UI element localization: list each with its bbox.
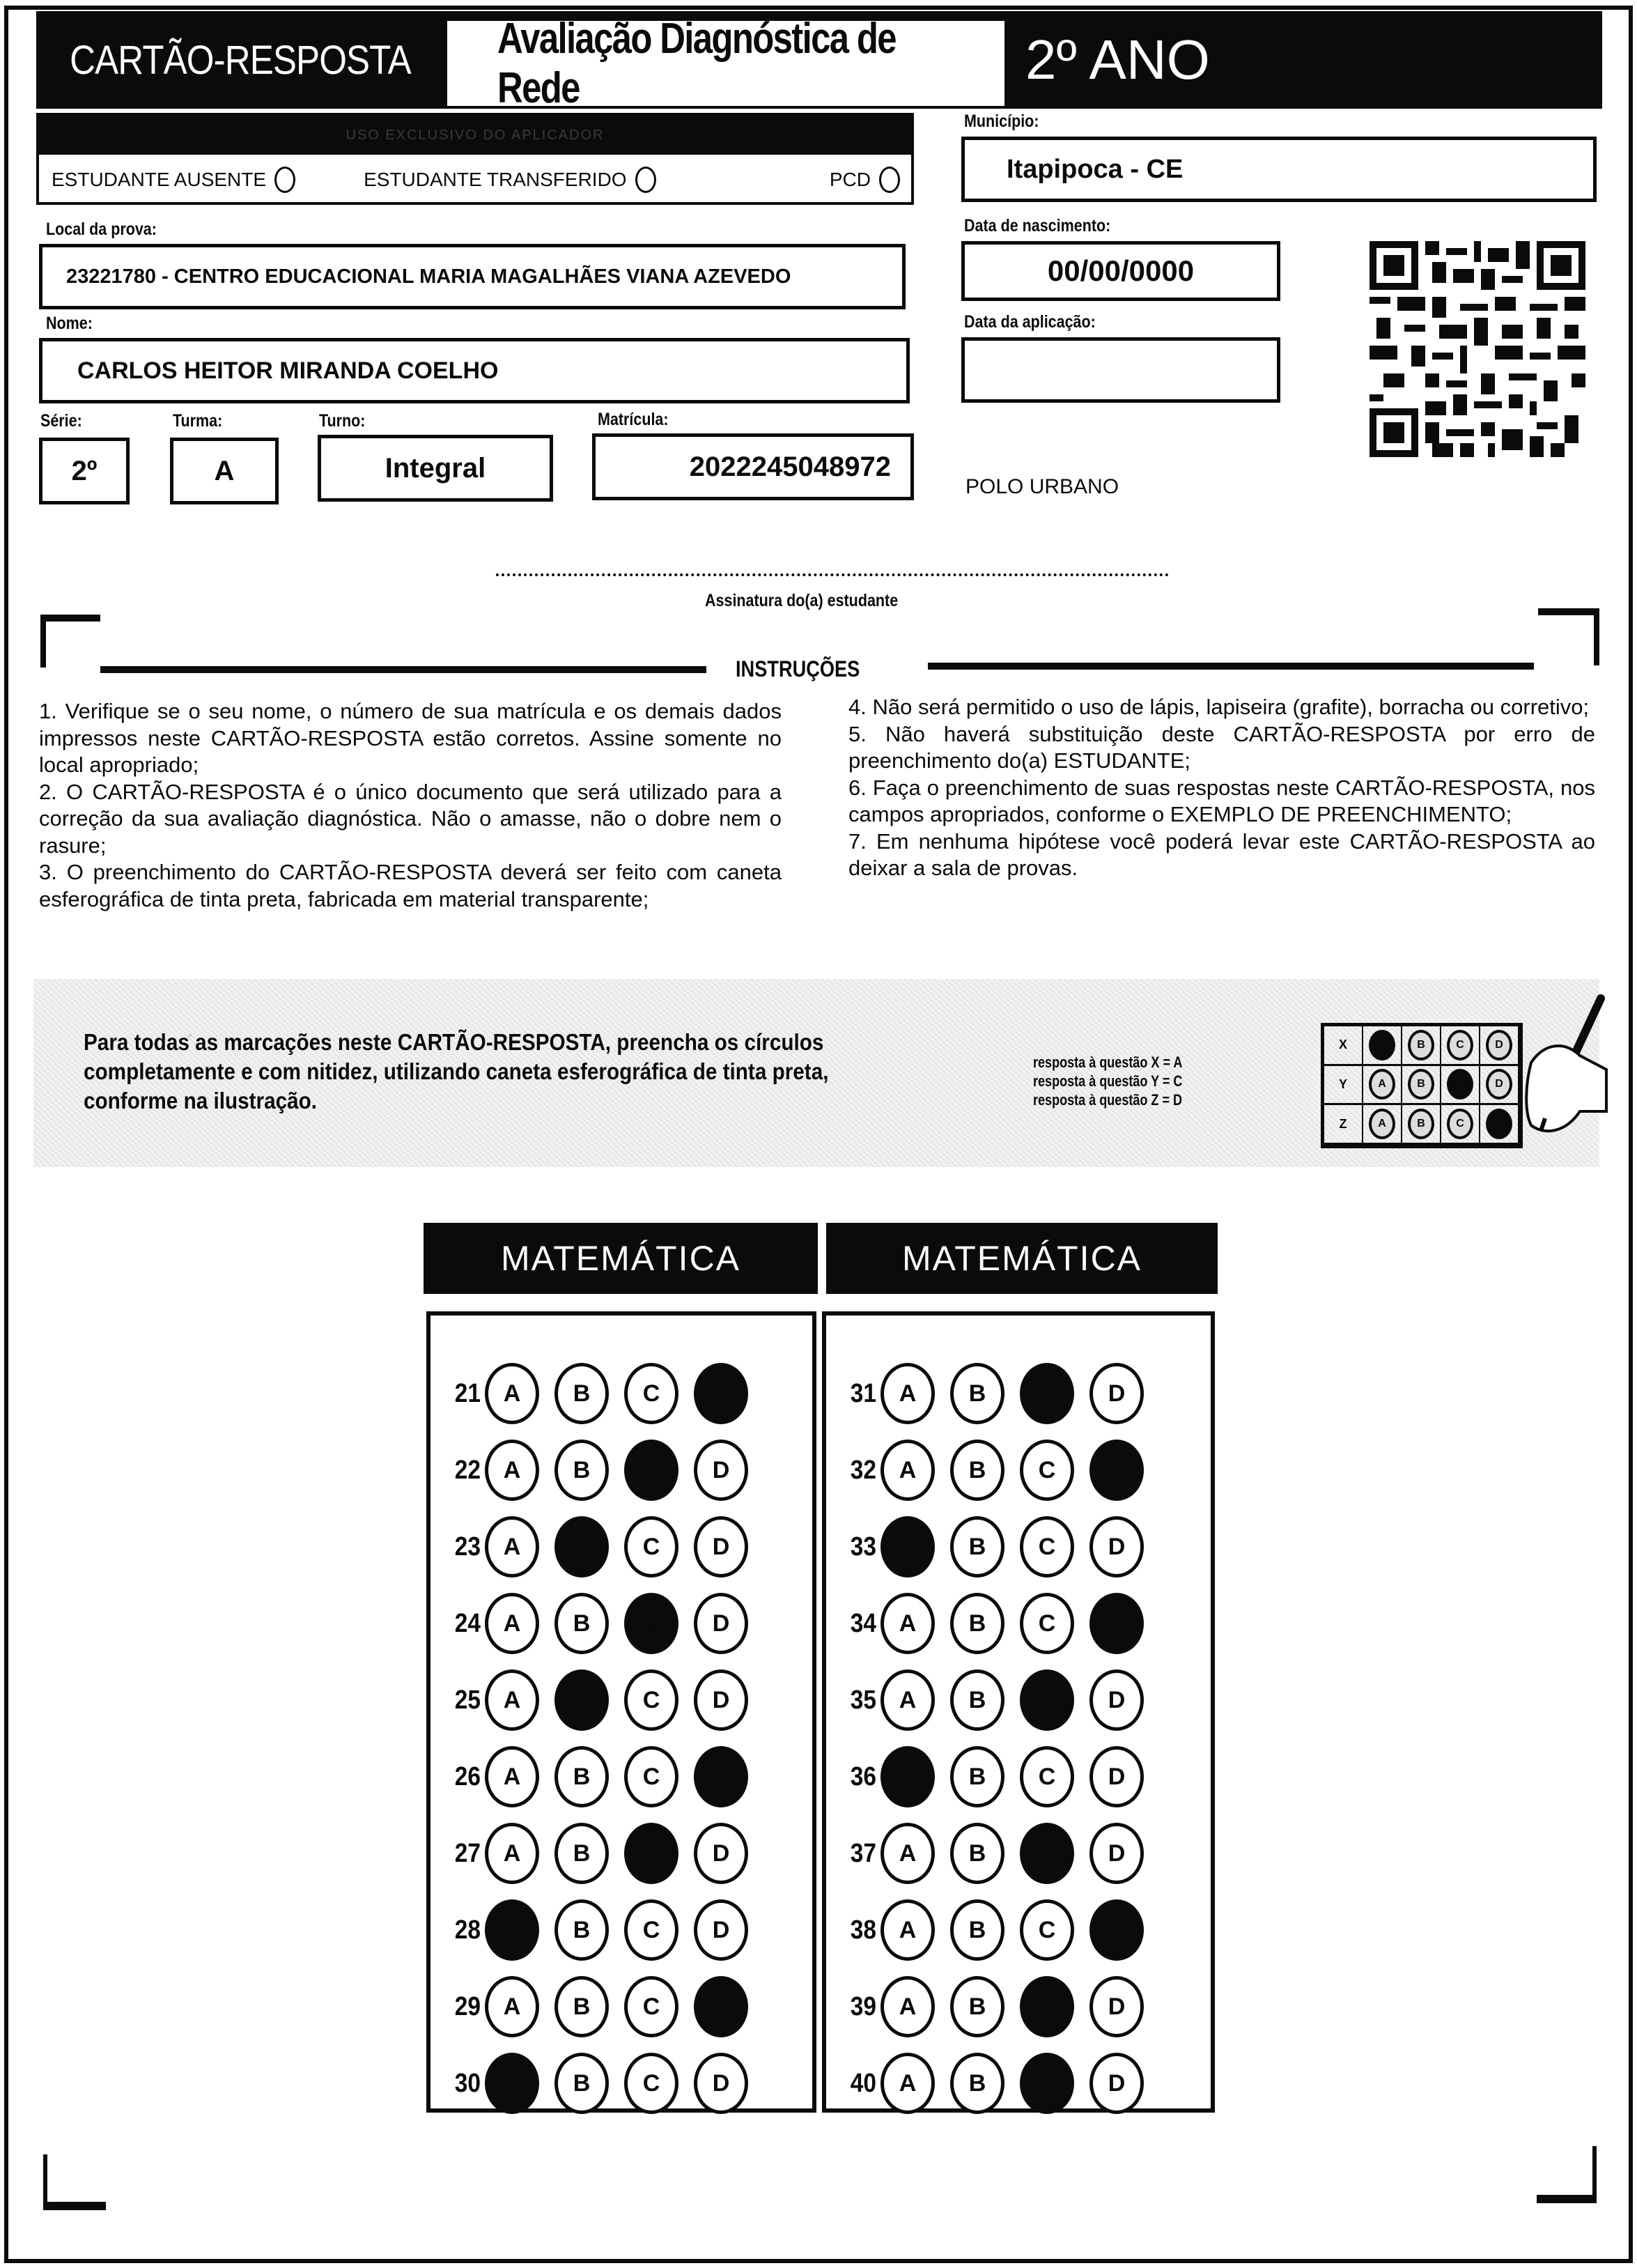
question-row [836, 1899, 1159, 1961]
question-number: 34 [850, 1608, 876, 1638]
answer-bubble[interactable]: B [950, 1516, 1004, 1577]
pcd-radio[interactable] [879, 167, 900, 193]
answer-bubble-filled[interactable]: A [485, 1899, 539, 1961]
fill-example-text: Para todas as marcações neste CARTÃO-RESPOSTA, preencha os círculos completamente e com nitidez, utilizando caneta esferográfica de tinta preta, conforme na ilustração. [84, 1029, 829, 1113]
answer-bubble-filled[interactable]: C [624, 1440, 678, 1501]
matricula-label: Matrícula: [598, 410, 669, 429]
instructions-right [848, 694, 1595, 882]
question-row [440, 1363, 763, 1424]
example-bubble: C [1447, 1030, 1473, 1060]
answer-bubble[interactable]: B [950, 1746, 1004, 1807]
legend-line-y: resposta à questão Y = C [1033, 1072, 1183, 1090]
answer-bubble[interactable]: B [554, 1440, 609, 1501]
question-number: 35 [850, 1685, 876, 1715]
question-number: 24 [454, 1608, 481, 1638]
example-q-z: Z [1324, 1105, 1363, 1145]
question-row [836, 1976, 1159, 2037]
answer-bubble[interactable]: D [694, 1440, 748, 1501]
question-number: 26 [454, 1761, 481, 1791]
header-bar [36, 11, 1602, 112]
polo-label: POLO URBANO [965, 475, 1119, 498]
instruction-7: 7. Em nenhuma hipótese você poderá levar este CARTÃO-RESPOSTA ao deixar a sala de provas. [848, 828, 1595, 880]
example-bubble: B [1408, 1109, 1434, 1139]
answer-bubble[interactable]: A [485, 1823, 539, 1884]
answer-bubble[interactable]: A [880, 1440, 935, 1501]
municipio-field [961, 137, 1597, 202]
answer-bubble[interactable]: C [1020, 1899, 1074, 1961]
answer-bubble-filled[interactable]: C [1020, 2053, 1074, 2114]
instruction-5: 5. Não haverá substituição deste CARTÃO-RESPOSTA por erro de preenchimento do(a) ESTUDANTE; [848, 721, 1595, 773]
answer-bubble[interactable]: C [624, 2053, 678, 2114]
answer-bubble[interactable]: D [694, 1516, 748, 1577]
answer-panel-right [822, 1311, 1215, 2113]
answer-bubble[interactable]: A [880, 1669, 935, 1731]
question-number: 31 [850, 1378, 876, 1408]
answer-bubble[interactable]: A [485, 1516, 539, 1577]
answer-bubble[interactable]: C [1020, 1516, 1074, 1577]
corner-marker-tr [1538, 608, 1599, 615]
option-transferred-label: ESTUDANTE TRANSFERIDO [364, 169, 627, 190]
answer-bubble-filled[interactable]: C [1020, 1823, 1074, 1884]
question-number: 23 [454, 1532, 481, 1561]
answer-bubble[interactable]: B [950, 2053, 1004, 2114]
transferred-radio[interactable] [635, 167, 656, 193]
municipio-label: Município: [964, 111, 1039, 131]
answer-bubble[interactable]: A [880, 1823, 935, 1884]
answer-bubble[interactable]: D [1089, 1976, 1144, 2037]
exam-title: Avaliação Diagnóstica de Rede [497, 15, 896, 112]
name-value: CARLOS HEITOR MIRANDA COELHO [77, 357, 499, 384]
example-bubble-filled: C [1447, 1069, 1473, 1100]
qr-code-icon [1370, 241, 1585, 457]
answer-bubble[interactable]: B [554, 1899, 609, 1961]
subject-header-left: MATEMÁTICA [424, 1223, 818, 1294]
answer-bubble[interactable]: C [1020, 1593, 1074, 1654]
example-bubble: D [1486, 1030, 1512, 1060]
serie-label: Série: [40, 411, 82, 431]
question-number: 29 [454, 1991, 481, 2021]
answer-bubble[interactable]: C [624, 1363, 678, 1424]
answer-bubble[interactable]: B [554, 1593, 609, 1654]
application-date-field[interactable] [961, 337, 1280, 403]
answer-bubble[interactable]: B [950, 1440, 1004, 1501]
question-row [440, 2053, 763, 2114]
answer-bubble[interactable]: C [1020, 1746, 1074, 1807]
absent-radio[interactable] [274, 167, 295, 193]
answer-bubble[interactable]: B [554, 1976, 609, 2037]
turma-field [170, 438, 279, 504]
answer-bubble[interactable]: D [694, 2053, 748, 2114]
answer-bubble[interactable]: D [1089, 1363, 1144, 1424]
example-bubble: D [1486, 1069, 1512, 1100]
option-pcd-label: PCD [829, 169, 871, 190]
birth-date-value: 00/00/0000 [1047, 254, 1195, 287]
answer-bubble[interactable]: D [1089, 2053, 1144, 2114]
answer-bubble[interactable]: D [694, 1899, 748, 1961]
answer-bubble[interactable]: D [1089, 1516, 1144, 1577]
answer-bubble[interactable]: A [485, 1363, 539, 1424]
question-row [836, 1593, 1159, 1654]
question-row [440, 1976, 763, 2037]
question-number: 27 [454, 1838, 481, 1868]
answer-bubble[interactable]: D [1089, 1823, 1144, 1884]
answer-bubble-filled[interactable]: A [880, 1516, 935, 1577]
signature-line[interactable] [496, 573, 1169, 576]
answer-bubble-filled[interactable]: A [880, 1746, 935, 1807]
answer-panel-left [426, 1311, 816, 2113]
answer-bubble[interactable]: A [880, 1899, 935, 1961]
signature-label: Assinatura do(a) estudante [705, 591, 899, 610]
question-number: 28 [454, 1915, 481, 1945]
answer-bubble[interactable]: A [485, 1976, 539, 2037]
answer-bubble-filled[interactable]: D [1089, 1593, 1144, 1654]
applicator-status-block [36, 113, 914, 205]
turma-value: A [214, 455, 235, 486]
option-absent[interactable] [52, 167, 295, 193]
question-row [440, 1669, 763, 1731]
turma-label: Turma: [173, 411, 223, 431]
example-q-y: Y [1324, 1066, 1363, 1106]
answer-bubble-filled[interactable]: D [1089, 1899, 1144, 1961]
local-prova-field [39, 244, 906, 309]
answer-bubble[interactable]: C [1020, 1440, 1074, 1501]
question-row [836, 2053, 1159, 2114]
example-bubble-filled: D [1486, 1109, 1512, 1139]
answer-bubble[interactable]: B [950, 1823, 1004, 1884]
answer-bubble[interactable]: A [485, 1669, 539, 1731]
fill-example-legend [1033, 1053, 1182, 1109]
answer-bubble[interactable]: B [950, 1669, 1004, 1731]
instructions-rule-left [100, 666, 706, 673]
answer-bubble[interactable]: D [694, 1593, 748, 1654]
serie-field [39, 438, 130, 504]
applicator-bar: USO EXCLUSIVO DO APLICADOR [39, 116, 911, 155]
answer-bubble-filled[interactable]: C [1020, 1363, 1074, 1424]
question-number: 33 [850, 1532, 876, 1561]
answer-bubble-filled[interactable]: C [624, 1593, 678, 1654]
birth-date-label: Data de nascimento: [964, 216, 1111, 236]
grade-label: 2º ANO [1025, 29, 1210, 91]
answer-bubble-filled[interactable]: D [694, 1976, 748, 2037]
question-row [440, 1516, 763, 1577]
example-bubble: A [1369, 1069, 1395, 1100]
example-bubble: B [1408, 1030, 1434, 1060]
answer-bubble[interactable]: A [485, 1593, 539, 1654]
answer-bubble[interactable]: C [624, 1899, 678, 1961]
answer-bubble[interactable]: D [1089, 1669, 1144, 1731]
instruction-3: 3. O preenchimento do CARTÃO-RESPOSTA deverá ser feito com caneta esferográfica de tinta preta, fabricada em material transparente; [39, 860, 782, 911]
answer-bubble-filled[interactable]: D [694, 1746, 748, 1807]
instruction-2: 2. O CARTÃO-RESPOSTA é o único documento que será utilizado para a correção da sua avaliação diagnóstica. Não o amasse, não o dobre nem o rasure; [39, 779, 782, 858]
answer-bubble[interactable]: A [485, 1440, 539, 1501]
matricula-value: 2022245048972 [689, 451, 891, 482]
name-label: Nome: [46, 314, 93, 333]
turno-field [318, 435, 553, 502]
answer-bubble[interactable]: B [950, 1976, 1004, 2037]
example-bubble: C [1447, 1109, 1473, 1139]
question-row [836, 1363, 1159, 1424]
example-bubble: B [1408, 1069, 1434, 1100]
fill-example-grid [1321, 1023, 1523, 1148]
answer-bubble[interactable]: B [554, 1823, 609, 1884]
answer-bubble[interactable]: B [950, 1593, 1004, 1654]
instruction-6: 6. Faça o preenchimento de suas respostas neste CARTÃO-RESPOSTA, nos campos apropriados, conforme o EXEMPLO DE PREENCHIMENTO; [848, 775, 1595, 826]
serie-value: 2º [71, 455, 98, 486]
exam-title-box [447, 15, 1004, 112]
example-bubble-filled: A [1369, 1030, 1395, 1060]
answer-bubble[interactable]: A [880, 2053, 935, 2114]
matricula-field [592, 433, 914, 500]
question-row [836, 1823, 1159, 1884]
local-prova-value: 23221780 - CENTRO EDUCACIONAL MARIA MAGALHÃES VIANA AZEVEDO [66, 265, 791, 288]
question-row [440, 1440, 763, 1501]
question-number: 32 [850, 1455, 876, 1485]
question-number: 37 [850, 1838, 876, 1868]
example-bubble: A [1369, 1109, 1395, 1139]
answer-bubble[interactable]: A [880, 1593, 935, 1654]
question-number: 36 [850, 1761, 876, 1791]
instructions-title: INSTRUÇÕES [736, 656, 860, 681]
answer-bubble-filled[interactable]: B [554, 1669, 609, 1731]
answer-bubble[interactable]: D [1089, 1746, 1144, 1807]
question-row [836, 1440, 1159, 1501]
turno-value: Integral [385, 452, 486, 484]
corner-marker-tl [40, 615, 100, 622]
birth-date-field [961, 241, 1280, 301]
answer-bubble[interactable]: B [950, 1899, 1004, 1961]
turno-label: Turno: [319, 411, 366, 431]
answer-bubble[interactable]: A [485, 1746, 539, 1807]
corner-marker-bl [43, 2202, 106, 2210]
corner-marker-tl [40, 615, 46, 668]
card-label: CARTÃO-RESPOSTA [70, 37, 411, 83]
question-row [440, 1899, 763, 1961]
hand-with-pen-icon [1517, 993, 1608, 1146]
local-prova-label: Local da prova: [46, 219, 157, 239]
answer-bubble-filled[interactable]: C [1020, 1976, 1074, 2037]
instruction-4: 4. Não será permitido o uso de lápis, lapiseira (grafite), borracha ou corretivo; [848, 695, 1590, 719]
question-number: 38 [850, 1915, 876, 1945]
question-row [440, 1823, 763, 1884]
answer-bubble-filled[interactable]: D [694, 1363, 748, 1424]
question-number: 21 [454, 1378, 481, 1408]
answer-bubble[interactable]: D [694, 1823, 748, 1884]
answer-bubble[interactable]: C [624, 1516, 678, 1577]
municipio-value: Itapipoca - CE [1007, 154, 1184, 184]
legend-line-z: resposta à questão Z = D [1033, 1091, 1183, 1109]
option-absent-label: ESTUDANTE AUSENTE [52, 169, 267, 190]
name-field [39, 338, 910, 403]
answer-bubble[interactable]: B [554, 2053, 609, 2114]
instructions-rule-right [928, 663, 1534, 670]
instructions-left [39, 698, 782, 913]
answer-bubble[interactable]: C [624, 1746, 678, 1807]
question-number: 22 [454, 1455, 481, 1485]
answer-bubble[interactable]: B [950, 1363, 1004, 1424]
example-q-x: X [1324, 1026, 1363, 1066]
question-row [836, 1669, 1159, 1731]
question-row [836, 1516, 1159, 1577]
answer-bubble[interactable]: A [880, 1363, 935, 1424]
question-row [836, 1746, 1159, 1807]
answer-bubble[interactable]: A [880, 1976, 935, 2037]
question-row [440, 1593, 763, 1654]
option-pcd[interactable] [830, 167, 900, 193]
answer-bubble-filled[interactable]: C [1020, 1669, 1074, 1731]
answer-bubble-filled[interactable]: C [624, 1823, 678, 1884]
answer-bubble[interactable]: C [624, 1669, 678, 1731]
subject-header-right: MATEMÁTICA [826, 1223, 1218, 1294]
question-row [440, 1746, 763, 1807]
corner-marker-br [1537, 2195, 1597, 2203]
question-number: 25 [454, 1685, 481, 1715]
fill-example-banner [33, 979, 1599, 1167]
legend-line-x: resposta à questão X = A [1033, 1054, 1183, 1071]
answer-bubble[interactable]: C [624, 1976, 678, 2037]
application-date-label: Data da aplicação: [964, 312, 1096, 332]
answer-bubble[interactable]: B [554, 1746, 609, 1807]
answer-bubble-filled[interactable]: D [1089, 1440, 1144, 1501]
question-number: 30 [454, 2068, 481, 2098]
question-number: 39 [850, 1991, 876, 2021]
answer-bubble[interactable]: B [554, 1363, 609, 1424]
option-transferred[interactable] [364, 167, 656, 193]
question-number: 40 [850, 2068, 876, 2098]
answer-bubble[interactable]: D [694, 1669, 748, 1731]
corner-marker-tr [1594, 608, 1599, 665]
answer-bubble-filled[interactable]: A [485, 2053, 539, 2114]
answer-bubble-filled[interactable]: B [554, 1516, 609, 1577]
instruction-1: 1. Verifique se o seu nome, o número de sua matrícula e os demais dados impressos neste CARTÃO-RESPOSTA estão corretos. Assine somente no local apropriado; [39, 699, 782, 777]
